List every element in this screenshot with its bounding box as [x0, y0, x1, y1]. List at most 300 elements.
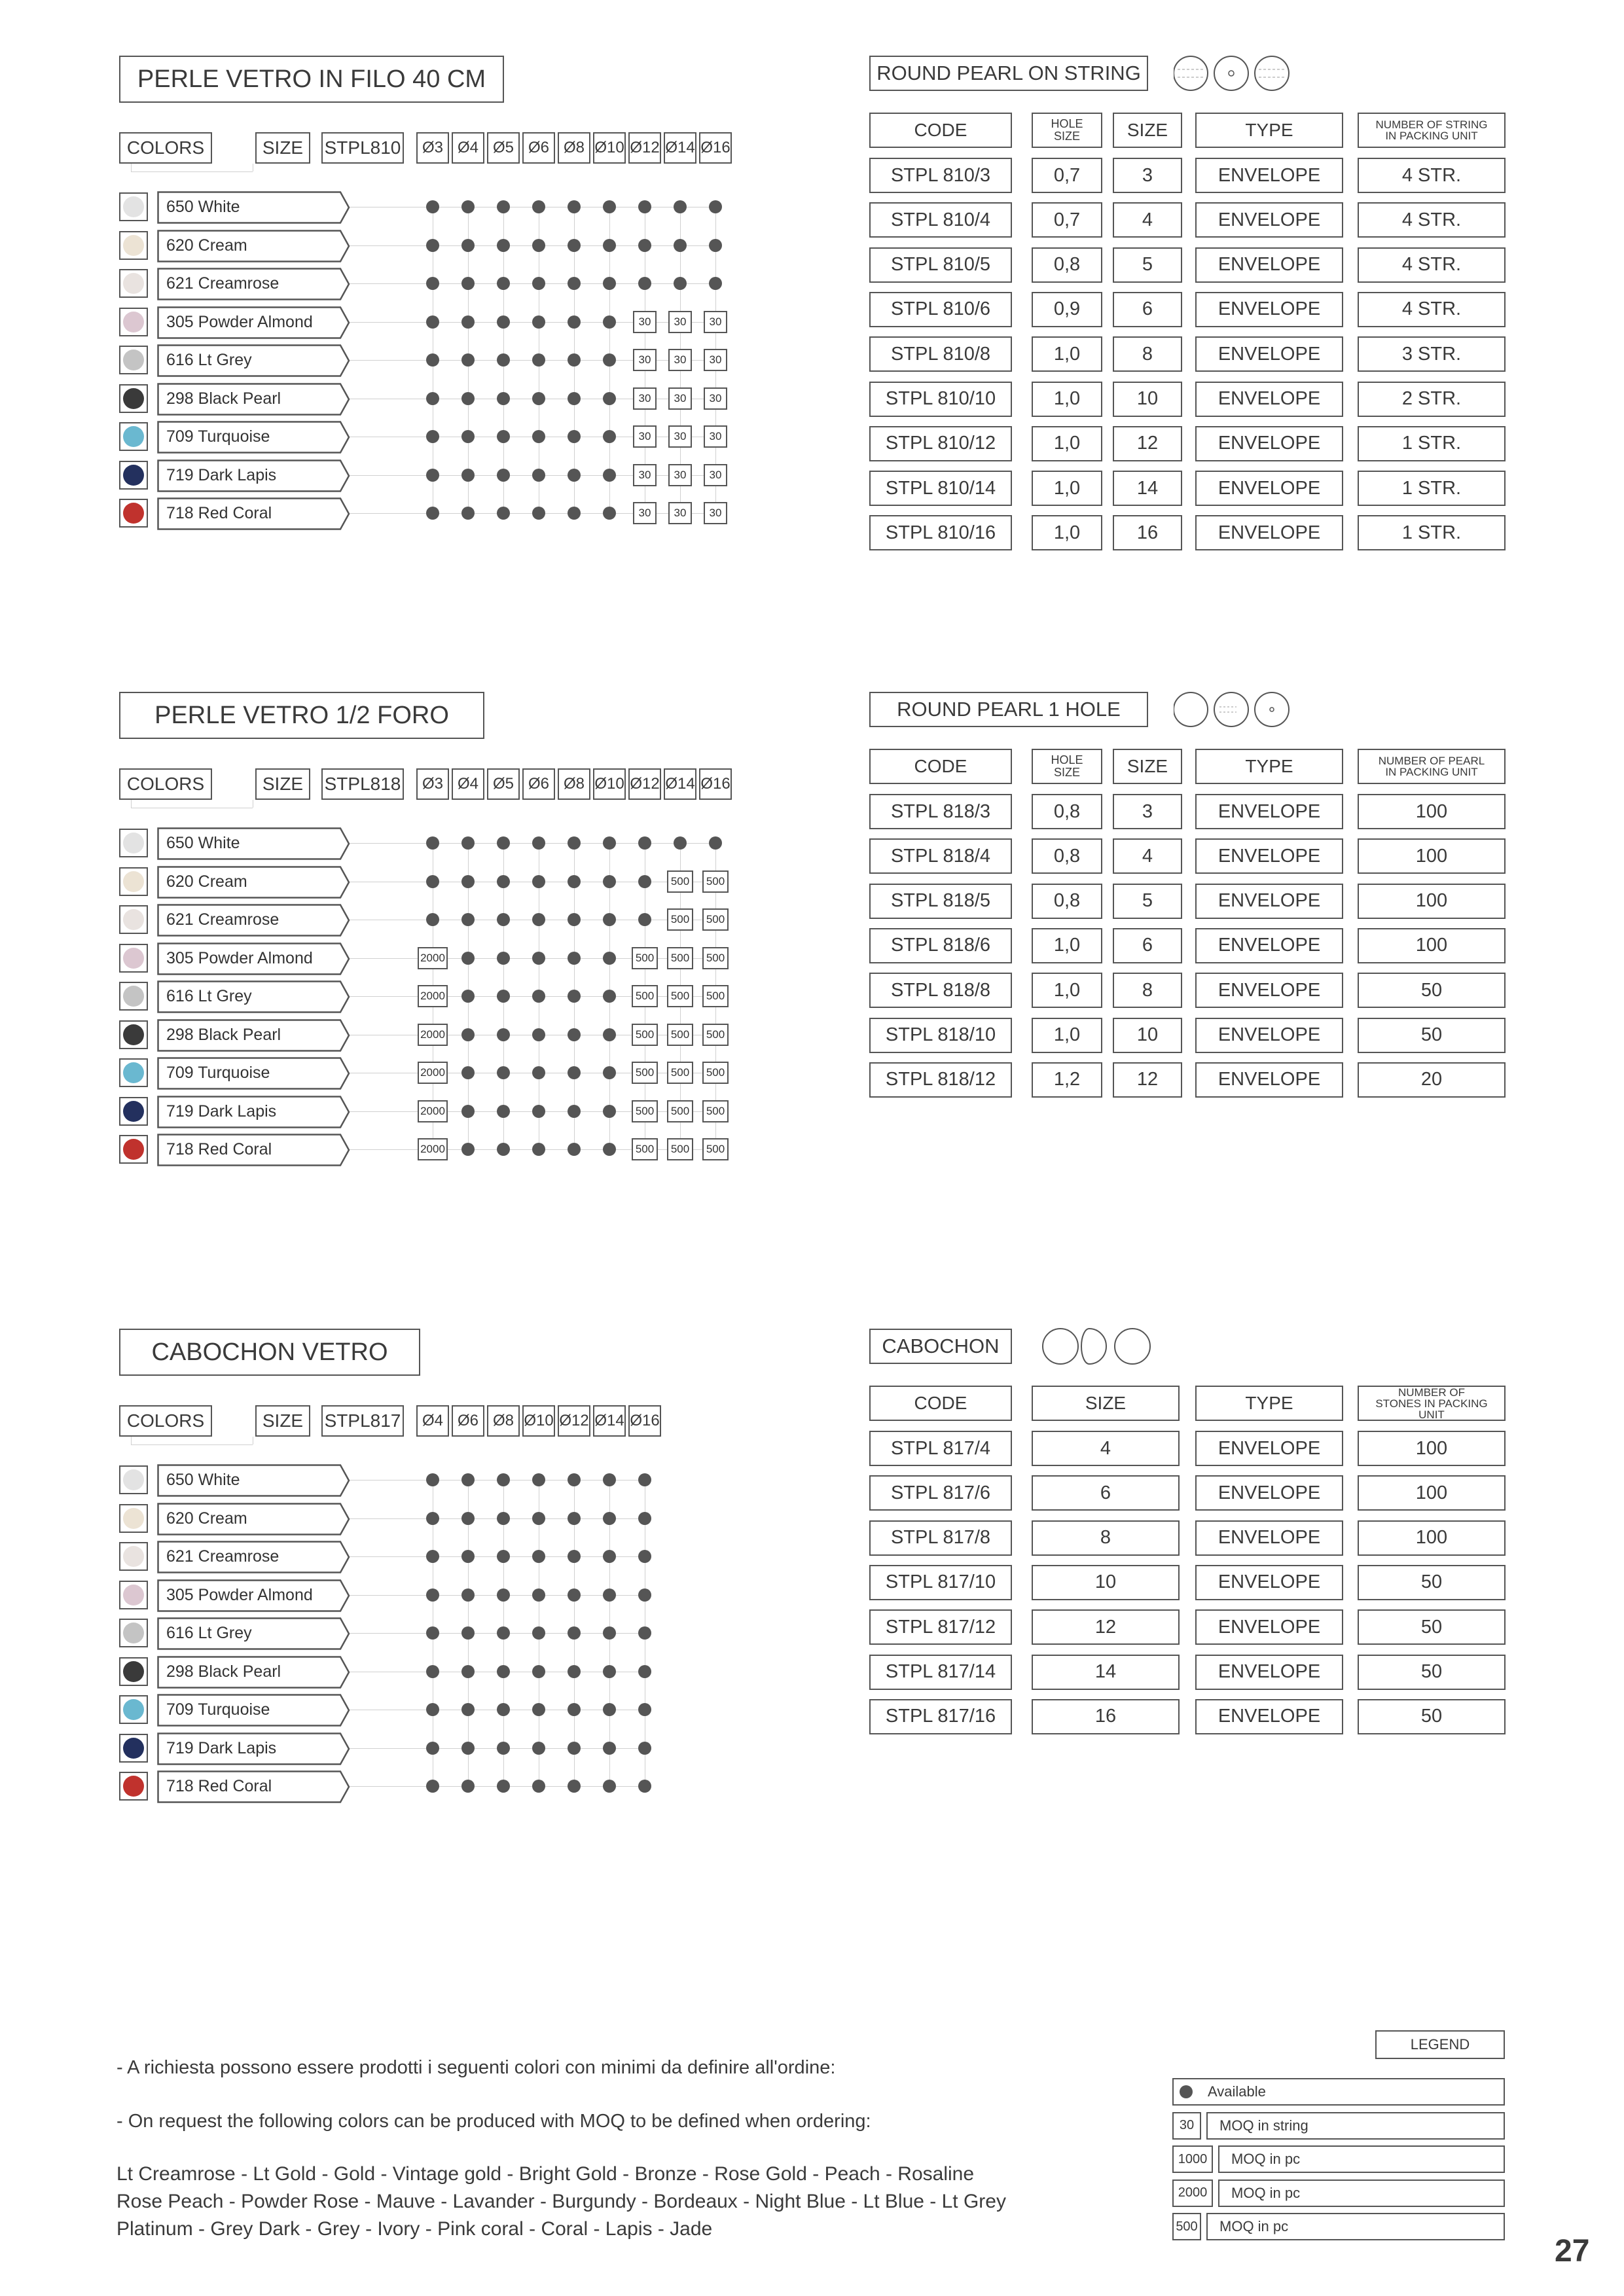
- available-dot: [497, 1143, 510, 1156]
- available-dot: [461, 1588, 475, 1602]
- table-cell: 4 STR.: [1358, 292, 1506, 327]
- table-cell: 1 STR.: [1358, 426, 1506, 461]
- available-dot: [497, 1066, 510, 1079]
- available-dot: [426, 1780, 439, 1793]
- available-dot: [709, 239, 722, 252]
- available-dot: [426, 1703, 439, 1716]
- color-swatch: [119, 1020, 148, 1049]
- available-dot: [461, 353, 475, 367]
- table-cell: ENVELOPE: [1195, 1609, 1343, 1645]
- color-label: [157, 866, 350, 897]
- colors-header: COLORS: [119, 1405, 212, 1437]
- table-cell: 50: [1358, 1655, 1506, 1690]
- table-cell: ENVELOPE: [1195, 928, 1343, 963]
- table-cell: ENVELOPE: [1195, 1018, 1343, 1053]
- available-dot: [532, 353, 545, 367]
- color-label: [157, 942, 350, 974]
- available-dot: [426, 507, 439, 520]
- moq-badge: 500: [702, 1100, 729, 1122]
- available-dot: [603, 469, 616, 482]
- available-dot: [568, 1512, 581, 1525]
- available-dot: [568, 277, 581, 290]
- available-dot: [568, 990, 581, 1003]
- color-swatch-fill: [123, 1062, 144, 1083]
- available-dot: [497, 836, 510, 850]
- available-dot: [603, 1028, 616, 1041]
- available-dot: [568, 1473, 581, 1486]
- available-dot: [532, 507, 545, 520]
- color-name: 719 Dark Lapis: [166, 1738, 277, 1757]
- available-dot: [638, 1473, 651, 1486]
- table-cell: 50: [1358, 1699, 1506, 1734]
- product-shape-icon: [1042, 1327, 1173, 1366]
- available-dot: [603, 1550, 616, 1563]
- available-dot: [603, 315, 616, 329]
- table-cell: STPL 817/14: [869, 1655, 1012, 1690]
- table-cell: STPL 810/16: [869, 515, 1012, 550]
- available-dot: [497, 200, 510, 213]
- available-dot: [568, 469, 581, 482]
- color-name: 718 Red Coral: [166, 1140, 272, 1158]
- table-cell: STPL 810/8: [869, 336, 1012, 372]
- available-dot: [532, 1588, 545, 1602]
- color-swatch-fill: [123, 986, 144, 1007]
- color-swatch: [119, 422, 148, 451]
- available-dot: [638, 1512, 651, 1525]
- available-dot: [461, 1665, 475, 1678]
- available-dot: [532, 1550, 545, 1563]
- section-title: PERLE VETRO 1/2 FORO: [119, 692, 484, 739]
- moq-badge: 2000: [418, 1024, 448, 1046]
- color-name: 298 Black Pearl: [166, 1025, 281, 1044]
- moq-badge: 500: [702, 870, 729, 893]
- color-swatch-fill: [123, 1623, 144, 1643]
- table-cell: 0,8: [1032, 838, 1102, 874]
- color-name: 650 White: [166, 834, 240, 852]
- color-swatch: [119, 461, 148, 490]
- table-cell: STPL 817/16: [869, 1699, 1012, 1734]
- size-column-header: Ø14: [664, 768, 696, 800]
- color-swatch-fill: [123, 1139, 144, 1160]
- moq-badge: 30: [633, 502, 657, 524]
- moq-badge: 500: [632, 1138, 658, 1160]
- available-color-list: Platinum - Grey Dark - Grey - Ivory - Pink coral - Coral - Lapis - Jade: [117, 2218, 713, 2240]
- available-dot: [532, 1780, 545, 1793]
- table-header-cell: TYPE: [1195, 113, 1343, 148]
- moq-badge: 500: [667, 1024, 693, 1046]
- available-dot: [638, 913, 651, 926]
- available-dot: [426, 1742, 439, 1755]
- size-column-header: Ø16: [628, 1405, 661, 1437]
- available-dot: [603, 1143, 616, 1156]
- available-dot: [638, 1588, 651, 1602]
- color-swatch-fill: [123, 1738, 144, 1759]
- color-label: [157, 306, 350, 338]
- moq-badge: 30: [668, 349, 692, 371]
- available-dot: [461, 507, 475, 520]
- available-dot: [497, 1742, 510, 1755]
- color-name: 650 White: [166, 198, 240, 216]
- color-swatch: [119, 1581, 148, 1609]
- moq-badge: 500: [702, 1024, 729, 1046]
- moq-badge: 500: [667, 1062, 693, 1084]
- section-title: PERLE VETRO IN FILO 40 CM: [119, 56, 504, 103]
- color-swatch-fill: [123, 1776, 144, 1797]
- size-header: SIZE: [255, 768, 310, 800]
- moq-badge: 30: [668, 387, 692, 410]
- available-dot: [568, 836, 581, 850]
- table-cell: 0,7: [1032, 158, 1102, 193]
- available-dot: [709, 277, 722, 290]
- color-name: 298 Black Pearl: [166, 1662, 281, 1681]
- color-label: [157, 1134, 350, 1165]
- color-label: [157, 230, 350, 261]
- legend-symbol: 2000: [1172, 2179, 1213, 2207]
- available-dot: [638, 1626, 651, 1640]
- colors-header: COLORS: [119, 132, 212, 164]
- note-italian: - A richiesta possono essere prodotti i seguenti colori con minimi da definire all'ordine:: [117, 2057, 836, 2078]
- size-column-header: Ø12: [628, 132, 661, 164]
- color-swatch-fill: [123, 196, 144, 217]
- available-dot: [426, 200, 439, 213]
- available-dot: [638, 1742, 651, 1755]
- table-cell: ENVELOPE: [1195, 158, 1343, 193]
- available-dot: [532, 315, 545, 329]
- available-dot: [568, 1028, 581, 1041]
- color-swatch: [119, 346, 148, 374]
- color-label: [157, 1096, 350, 1127]
- size-header: SIZE: [255, 1405, 310, 1437]
- size-column-header: Ø16: [699, 768, 732, 800]
- color-swatch-fill: [123, 1546, 144, 1567]
- available-color-list: Rose Peach - Powder Rose - Mauve - Lavander - Burgundy - Bordeaux - Night Blue - Lt Blue - Lt Grey: [117, 2191, 1006, 2212]
- table-cell: ENVELOPE: [1195, 1655, 1343, 1690]
- available-dot: [461, 1473, 475, 1486]
- moq-badge: 500: [702, 985, 729, 1007]
- available-dot: [638, 277, 651, 290]
- color-swatch-fill: [123, 503, 144, 524]
- color-swatch-fill: [123, 1101, 144, 1122]
- available-dot: [532, 1066, 545, 1079]
- available-dot: [532, 1703, 545, 1716]
- available-dot: [426, 469, 439, 482]
- available-dot: [461, 392, 475, 405]
- available-dot: [532, 1473, 545, 1486]
- color-name: 621 Creamrose: [166, 910, 280, 929]
- available-dot: [461, 990, 475, 1003]
- color-label: [157, 421, 350, 452]
- available-dot: [461, 1066, 475, 1079]
- legend-row: MOQ in pc: [1206, 2213, 1505, 2240]
- table-cell: 100: [1358, 884, 1506, 919]
- available-dot: [461, 1028, 475, 1041]
- available-dot: [461, 875, 475, 888]
- table-header-cell: HOLE SIZE: [1032, 113, 1102, 148]
- table-cell: STPL 818/4: [869, 838, 1012, 874]
- size-column-header: Ø10: [522, 1405, 555, 1437]
- available-dot: [497, 1703, 510, 1716]
- table-header-cell: NUMBER OF STONES IN PACKING UNIT: [1358, 1386, 1506, 1421]
- moq-badge: 2000: [418, 1062, 448, 1084]
- available-dot: [568, 1742, 581, 1755]
- size-column-header: Ø4: [452, 132, 484, 164]
- available-dot: [461, 430, 475, 443]
- legend-title: LEGEND: [1375, 2030, 1505, 2059]
- size-column-header: Ø16: [699, 132, 732, 164]
- moq-badge: 30: [633, 349, 657, 371]
- table-header-cell: HOLE SIZE: [1032, 749, 1102, 784]
- available-dot: [497, 392, 510, 405]
- table-header-cell: SIZE: [1113, 749, 1182, 784]
- available-dot: [426, 1665, 439, 1678]
- moq-badge: 30: [668, 425, 692, 448]
- available-dot: [461, 1703, 475, 1716]
- table-cell: 1,0: [1032, 382, 1102, 417]
- color-name: 620 Cream: [166, 1509, 247, 1528]
- table-cell: 1,0: [1032, 471, 1102, 506]
- size-column-header: Ø4: [452, 768, 484, 800]
- table-cell: 6: [1113, 292, 1182, 327]
- size-column-header: Ø8: [558, 132, 590, 164]
- table-cell: 12: [1113, 426, 1182, 461]
- available-dot: [638, 1665, 651, 1678]
- moq-badge: 30: [704, 349, 727, 371]
- table-cell: ENVELOPE: [1195, 1699, 1343, 1734]
- table-cell: STPL 810/6: [869, 292, 1012, 327]
- available-dot: [532, 469, 545, 482]
- table-cell: 0,7: [1032, 202, 1102, 238]
- color-swatch-fill: [123, 1024, 144, 1045]
- moq-badge: 500: [667, 1138, 693, 1160]
- product-code-header: STPL818: [321, 768, 404, 800]
- size-column-header: Ø5: [487, 768, 520, 800]
- table-header-cell: NUMBER OF PEARL IN PACKING UNIT: [1358, 749, 1506, 784]
- table-cell: STPL 817/8: [869, 1520, 1012, 1556]
- color-label: [157, 268, 350, 299]
- color-label: [157, 1464, 350, 1496]
- connector-line: [131, 1437, 132, 1444]
- product-shape-icon: [1174, 690, 1305, 729]
- color-swatch-fill: [123, 465, 144, 486]
- legend-row: Available: [1172, 2078, 1505, 2106]
- table-cell: 10: [1113, 382, 1182, 417]
- table-cell: 4 STR.: [1358, 158, 1506, 193]
- available-dot: [568, 1626, 581, 1640]
- available-dot: [497, 430, 510, 443]
- table-cell: 1,0: [1032, 515, 1102, 550]
- color-swatch: [119, 982, 148, 1011]
- table-cell: STPL 818/6: [869, 928, 1012, 963]
- available-dot: [532, 836, 545, 850]
- available-dot: [532, 913, 545, 926]
- color-swatch-fill: [123, 426, 144, 447]
- available-dot: [461, 913, 475, 926]
- available-dot: [568, 430, 581, 443]
- size-column-header: Ø12: [558, 1405, 590, 1437]
- table-cell: STPL 817/10: [869, 1565, 1012, 1600]
- size-column-header: Ø10: [593, 132, 626, 164]
- table-cell: ENVELOPE: [1195, 973, 1343, 1008]
- color-swatch: [119, 867, 148, 896]
- table-cell: 8: [1113, 973, 1182, 1008]
- table-cell: 12: [1032, 1609, 1180, 1645]
- table-cell: STPL 810/4: [869, 202, 1012, 238]
- available-dot: [638, 200, 651, 213]
- available-dot: [532, 239, 545, 252]
- table-cell: 50: [1358, 973, 1506, 1008]
- legend-row: MOQ in string: [1206, 2112, 1505, 2140]
- available-dot: [461, 1780, 475, 1793]
- table-cell: ENVELOPE: [1195, 1431, 1343, 1466]
- available-dot: [532, 875, 545, 888]
- available-dot: [461, 1143, 475, 1156]
- color-swatch: [119, 1772, 148, 1801]
- moq-badge: 500: [667, 985, 693, 1007]
- table-cell: STPL 810/5: [869, 247, 1012, 283]
- table-cell: ENVELOPE: [1195, 471, 1343, 506]
- moq-badge: 2000: [418, 1138, 448, 1160]
- table-cell: 100: [1358, 1431, 1506, 1466]
- available-dot: [426, 913, 439, 926]
- color-swatch-fill: [123, 312, 144, 332]
- table-cell: 8: [1113, 336, 1182, 372]
- moq-badge: 30: [668, 502, 692, 524]
- table-header-cell: CODE: [869, 1386, 1012, 1421]
- available-dot: [638, 239, 651, 252]
- available-color-list: Lt Creamrose - Lt Gold - Gold - Vintage gold - Bright Gold - Bronze - Rose Gold - Peach - Rosaline: [117, 2163, 975, 2185]
- legend-symbol: 30: [1172, 2112, 1201, 2140]
- table-cell: 3: [1113, 158, 1182, 193]
- available-dot: [497, 353, 510, 367]
- table-cell: STPL 818/10: [869, 1018, 1012, 1053]
- color-label: [157, 459, 350, 491]
- table-cell: ENVELOPE: [1195, 382, 1343, 417]
- available-dot: [532, 952, 545, 965]
- table-cell: 4: [1113, 202, 1182, 238]
- available-dot: [568, 200, 581, 213]
- available-dot: [497, 469, 510, 482]
- available-dot: [497, 315, 510, 329]
- table-cell: STPL 818/3: [869, 794, 1012, 829]
- size-column-header: Ø4: [416, 1405, 449, 1437]
- available-dot: [426, 430, 439, 443]
- available-dot: [497, 952, 510, 965]
- available-dot: [568, 875, 581, 888]
- moq-badge: 30: [668, 464, 692, 486]
- table-cell: ENVELOPE: [1195, 292, 1343, 327]
- available-dot: [568, 1105, 581, 1118]
- available-dot: [426, 315, 439, 329]
- moq-badge: 500: [702, 908, 729, 931]
- size-column-header: Ø5: [487, 132, 520, 164]
- color-swatch: [119, 1058, 148, 1087]
- available-dot: [532, 277, 545, 290]
- available-dot: [568, 1703, 581, 1716]
- available-dot: [674, 200, 687, 213]
- table-cell: STPL 810/12: [869, 426, 1012, 461]
- size-column-header: Ø8: [487, 1405, 520, 1437]
- available-dot: [568, 952, 581, 965]
- available-dot: [603, 277, 616, 290]
- color-swatch: [119, 1465, 148, 1494]
- color-swatch-fill: [123, 388, 144, 409]
- moq-badge: 30: [668, 311, 692, 333]
- legend-symbol: 500: [1172, 2213, 1201, 2240]
- table-cell: ENVELOPE: [1195, 426, 1343, 461]
- size-column-header: Ø10: [593, 768, 626, 800]
- color-label: [157, 1579, 350, 1611]
- available-dot: [603, 836, 616, 850]
- available-dot: [603, 1512, 616, 1525]
- available-dot: [709, 836, 722, 850]
- available-dot: [568, 1550, 581, 1563]
- legend-row: MOQ in pc: [1218, 2179, 1505, 2207]
- available-dot: [461, 836, 475, 850]
- moq-badge: 500: [702, 1138, 729, 1160]
- available-dot: [603, 875, 616, 888]
- table-cell: ENVELOPE: [1195, 1565, 1343, 1600]
- table-cell: ENVELOPE: [1195, 884, 1343, 919]
- color-label: [157, 1503, 350, 1534]
- table-cell: STPL 810/3: [869, 158, 1012, 193]
- available-dot: [426, 1512, 439, 1525]
- color-name: 719 Dark Lapis: [166, 1102, 277, 1121]
- available-dot: [497, 1588, 510, 1602]
- available-dot: [497, 277, 510, 290]
- color-name: 616 Lt Grey: [166, 351, 252, 369]
- color-name: 621 Creamrose: [166, 274, 280, 293]
- table-cell: STPL 818/5: [869, 884, 1012, 919]
- moq-badge: 30: [633, 387, 657, 410]
- table-cell: STPL 810/14: [869, 471, 1012, 506]
- color-label: [157, 344, 350, 376]
- available-dot: [532, 392, 545, 405]
- color-label: [157, 1694, 350, 1725]
- table-cell: 6: [1113, 928, 1182, 963]
- table-cell: ENVELOPE: [1195, 794, 1343, 829]
- moq-badge: 500: [632, 1024, 658, 1046]
- available-dot: [638, 1780, 651, 1793]
- table-cell: STPL 818/12: [869, 1062, 1012, 1098]
- available-dot: [497, 1665, 510, 1678]
- table-cell: STPL 810/10: [869, 382, 1012, 417]
- table-cell: 0,8: [1032, 794, 1102, 829]
- section-title: CABOCHON VETRO: [119, 1329, 420, 1376]
- table-cell: 100: [1358, 928, 1506, 963]
- color-swatch: [119, 905, 148, 934]
- table-cell: ENVELOPE: [1195, 336, 1343, 372]
- table-cell: ENVELOPE: [1195, 247, 1343, 283]
- moq-badge: 30: [704, 425, 727, 448]
- color-label: [157, 827, 350, 859]
- color-swatch-fill: [123, 871, 144, 892]
- moq-badge: 30: [704, 502, 727, 524]
- color-swatch: [119, 269, 148, 298]
- legend-row: MOQ in pc: [1218, 2145, 1505, 2173]
- table-cell: 100: [1358, 1520, 1506, 1556]
- available-dot: [603, 1626, 616, 1640]
- color-swatch-fill: [123, 273, 144, 294]
- color-name: 650 White: [166, 1471, 240, 1489]
- color-swatch-fill: [123, 350, 144, 370]
- available-dot: [426, 1626, 439, 1640]
- product-title: CABOCHON: [869, 1329, 1012, 1364]
- moq-badge: 2000: [418, 947, 448, 969]
- available-dot: [497, 913, 510, 926]
- color-label: [157, 904, 350, 935]
- available-dot: [568, 1143, 581, 1156]
- available-dot: [532, 1028, 545, 1041]
